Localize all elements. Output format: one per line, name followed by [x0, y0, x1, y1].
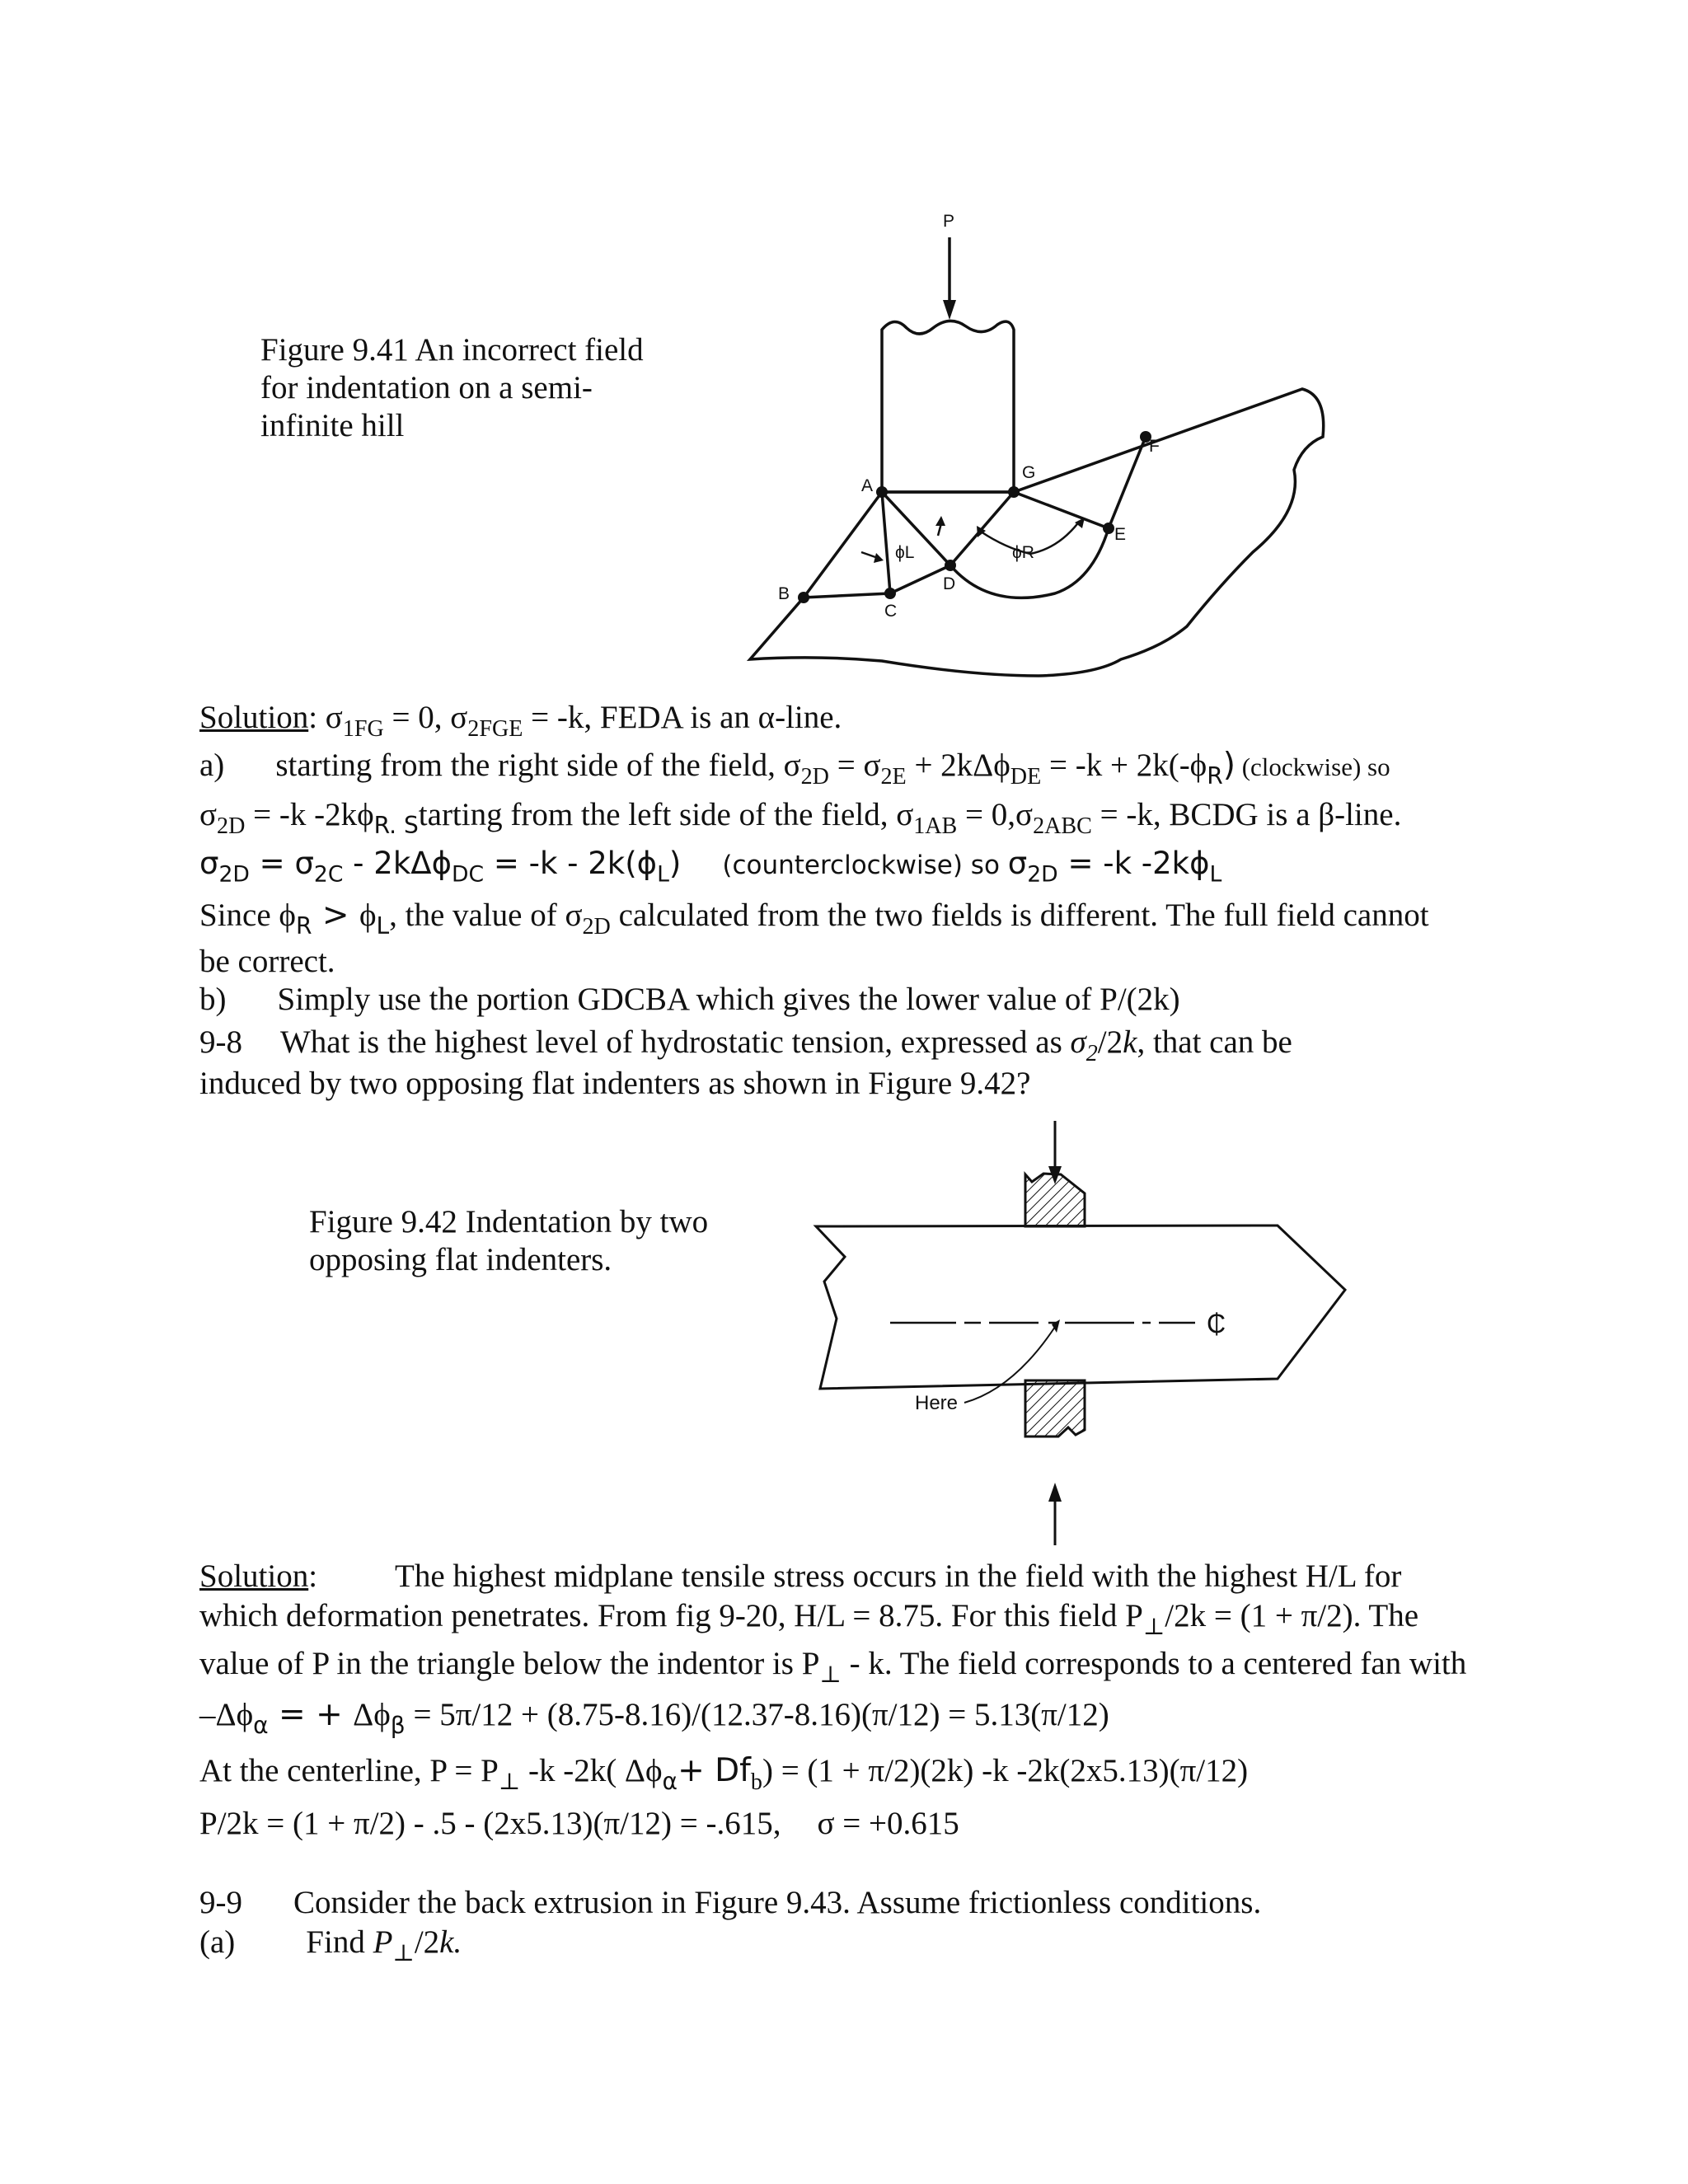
- label-A: A: [861, 476, 874, 495]
- solution-2-line-5: At the centerline, $P = P_\perp$ -k -2k( $\Delta\phi_\alpha+ Df_b) = (1 + \pi/2)(2k)$ -k -2k(2x5.13)(π/12): [199, 1752, 1249, 1795]
- bottom-indenter: [1025, 1380, 1085, 1436]
- problem-number: 9-8: [199, 1024, 242, 1060]
- plate-outline: [816, 1226, 1345, 1389]
- problem-9-9-line-2: (a) Find $P_\perp/2k$.: [199, 1924, 462, 1966]
- problem-number: 9-9: [199, 1885, 242, 1920]
- figure-9-42-caption: [309, 1203, 708, 1279]
- punch-outline: [882, 321, 1014, 492]
- line-BC: [804, 593, 890, 598]
- solution-2-line-6: P/2k = (1 + π/2) - .5 - (2x5.13)(π/12) = -.615, σ = +0.615: [199, 1806, 959, 1841]
- caption-line: Figure 9.42 Indentation by two: [309, 1204, 709, 1240]
- problem-9-8-line-1: 9-8 What is the highest level of hydrostatic tension, expressed as $\sigma_2/2k$, that can be: [199, 1024, 1292, 1066]
- label-B: B: [778, 584, 790, 603]
- node-E: [1103, 523, 1114, 534]
- problem-9-9-line-1: 9-9 Consider the back extrusion in Figure 9.43. Assume frictionless conditions.: [199, 1885, 1262, 1920]
- line-AC: [882, 492, 890, 593]
- label-F: F: [1149, 437, 1160, 456]
- solution-2-line-1: Solution: The highest midplane tensile stress occurs in the field with the highest H/L for: [199, 1558, 1402, 1594]
- phi-left-head: [874, 553, 884, 563]
- solution-2-line-4: $-\Delta\phi_\alpha$ = + $\Delta\phi_\beta = 5\pi/12 + (8.75-8.16)/(12.37-8.16)(\pi/12) = 5.13(\pi/12)$: [199, 1696, 1109, 1739]
- label-D: D: [943, 574, 956, 593]
- solution-1-line-4: $\sigma_{2D} = \sigma_{2C} - 2k\Delta\phi_{DC} = -k - 2k(\phi_L)$ (counterclockwise) so $\sigma_{2D} = -k$ $-2k\phi_L$: [199, 846, 1222, 888]
- part-b-label: b): [199, 982, 227, 1017]
- part-a-label: a): [199, 748, 225, 783]
- node-B: [798, 592, 809, 603]
- hill-outline: [750, 389, 1324, 676]
- node-A: [876, 486, 888, 498]
- load-arrowhead: [943, 300, 956, 320]
- line-CD: [890, 565, 950, 593]
- solution-2-line-3: value of P in the triangle below the indentor is $P_\perp$ - k. The field corresponds to a centered fan with: [199, 1646, 1467, 1688]
- node-G: [1008, 486, 1020, 498]
- phi-left-head2: [935, 516, 945, 526]
- caption-line: for indentation on a semi-: [260, 370, 593, 405]
- solution-1-line-7: b) Simply use the portion GDCBA which gives the lower value of P/(2k): [199, 982, 1180, 1017]
- solution-heading: Solution: [199, 700, 309, 735]
- caption-line: infinite hill: [260, 408, 405, 443]
- label-P: P: [943, 212, 955, 231]
- label-phiL: ϕL: [895, 543, 915, 562]
- caption-line: opposing flat indenters.: [309, 1242, 612, 1277]
- part-a-label: (a): [199, 1924, 236, 1960]
- solution-1-line-5: Since $\phi_R > \phi_L$, the value of $\sigma_{2D}$ calculated from the two fields is different. The full field cannot: [199, 897, 1429, 940]
- label-G: G: [1022, 463, 1036, 482]
- bottom-arrowhead: [1048, 1483, 1062, 1502]
- figure-9-41-caption: [260, 331, 644, 445]
- node-D: [945, 560, 956, 571]
- caption-line: Figure 9.41 An incorrect field: [260, 332, 644, 368]
- centerline-label: ₵: [1207, 1309, 1226, 1338]
- line-GD: [950, 492, 1014, 565]
- figure-9-41-diagram: [725, 198, 1335, 692]
- solution-1-line-1: Solution: $\sigma_{1FG} = 0$, $\sigma_{2FGE} = -k$, FEDA is an α-line.: [199, 700, 842, 742]
- figure-9-42-diagram: [808, 1117, 1352, 1554]
- solution-1-line-6: be correct.: [199, 944, 335, 979]
- label-C: C: [884, 602, 898, 621]
- node-C: [884, 588, 896, 599]
- solution-1-line-2: a) starting from the right side of the field, $\sigma_{2D} = \sigma_{2E} + 2k\Delta\phi_{DE} = -k + 2k(-\phi_R)$ (clockwise) so: [199, 747, 1390, 790]
- solution-1-line-3: $\sigma_{2D} = -k$ $-2k\phi_{R. S}tarting$ from the left side of the field, $\sigma_{1AB} = 0,\sigma_{2ABC} = -k$, BCDG is a β-line.: [199, 797, 1402, 839]
- line-GE: [1014, 492, 1109, 528]
- label-phiR: ϕR: [1012, 543, 1034, 562]
- solution-heading: Solution: [199, 1558, 309, 1594]
- solution-2-line-2: which deformation penetrates. From fig 9-20, H/L = 8.75. For this field $P_\perp/2k = (1 + \pi/2)$. The: [199, 1598, 1419, 1640]
- label-E: E: [1114, 525, 1127, 544]
- problem-9-8-line-2: induced by two opposing flat indenters as shown in Figure 9.42?: [199, 1066, 1031, 1101]
- here-label: Here: [915, 1392, 959, 1414]
